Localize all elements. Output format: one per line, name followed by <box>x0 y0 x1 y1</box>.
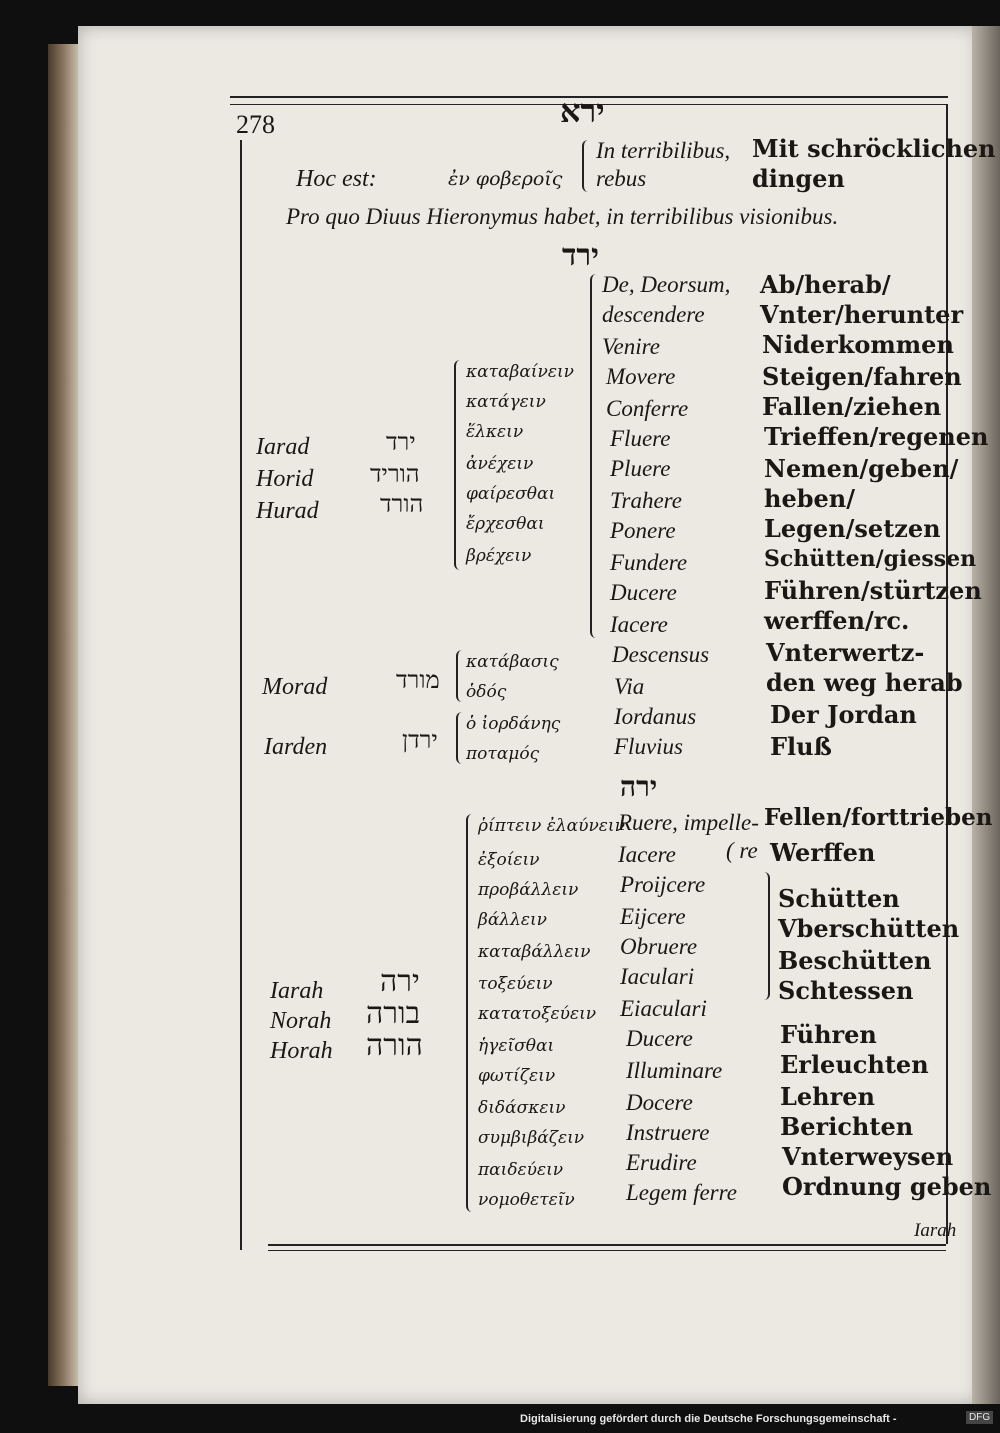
section3-latin-3: Eijcere <box>620 904 686 929</box>
section3-german-brace <box>758 872 770 1000</box>
section1-german-4: Fallen/ziehen <box>762 392 942 421</box>
section1-latin-9: Fundere <box>610 550 688 575</box>
section3-latin-6: Eiaculari <box>620 996 707 1021</box>
section1-latin-1: descendere <box>602 302 705 327</box>
section1-greek-0: καταβαίνειν <box>466 362 574 382</box>
section3-german-8: Lehren <box>780 1082 875 1111</box>
iarden-brace <box>456 712 466 764</box>
section3-greek-1: ἐξοίειν <box>478 850 540 870</box>
section1-latin-7: Trahere <box>610 488 682 513</box>
section1-latin-6: Pluere <box>610 456 671 481</box>
section3-german-7: Erleuchten <box>780 1050 929 1079</box>
section1-translit-2: Hurad <box>256 498 319 524</box>
section3-latin-4: Obruere <box>620 934 698 959</box>
section1-greek-4: φαίρεσθαι <box>466 484 556 504</box>
section1-german-5: Trieffen/regenen <box>764 422 989 451</box>
intro-greek: ἐν φοβεροῖς <box>448 168 563 190</box>
section3-latin-12: Legem ferre <box>626 1180 737 1205</box>
page-number: 278 <box>236 110 275 139</box>
left-frame-rule <box>240 140 242 1250</box>
section3-german-5: Schtessen <box>778 976 914 1005</box>
section3-latin-11: Erudire <box>626 1150 697 1175</box>
section3-german-2: Schütten <box>778 884 900 913</box>
section3-latin-10: Instruere <box>626 1120 710 1145</box>
section2-german-0: Vnterwertz- <box>766 638 925 667</box>
dfg-logo: DFG <box>966 1411 993 1424</box>
section2-latin-2: Iordanus <box>614 704 697 729</box>
section1-latin-8: Ponere <box>610 518 676 543</box>
section1-greek-2: ἕλκειν <box>466 422 524 442</box>
section3-greek-10: συμβιβάζειν <box>478 1128 585 1148</box>
morad-brace <box>456 650 466 702</box>
section1-german-3: Steigen/fahren <box>762 362 962 391</box>
section3-latin-9: Docere <box>626 1090 693 1115</box>
section1-latin-5: Fluere <box>610 426 671 451</box>
section3-translit-2: Horah <box>270 1038 333 1064</box>
iarden-hebrew: ירדן <box>402 726 438 754</box>
intro-brace <box>582 140 592 192</box>
section2-latin-1: Via <box>614 674 645 699</box>
section3-latin-0: Ruere, impelle- <box>618 810 759 835</box>
section1-greek-brace <box>454 360 464 570</box>
intro-latin-1: In terribilibus, <box>596 138 731 163</box>
section2-german-3: Fluß <box>770 732 832 761</box>
section1-hebrew-0: ירד <box>386 428 416 456</box>
section1-german-6: Nemen/geben/ <box>764 454 959 483</box>
section1-heading: ירד <box>562 238 600 273</box>
section1-hebrew-1: הוריד <box>370 460 420 488</box>
catchword: Iarah <box>914 1220 957 1241</box>
section2-latin-0: Descensus <box>612 642 710 667</box>
morad-translit: Morad <box>262 674 328 700</box>
running-head: ירא <box>560 92 605 130</box>
morad-hebrew: מורד <box>396 666 440 694</box>
section3-greek-12: νομοθετεῖν <box>478 1190 575 1210</box>
section3-translit-1: Norah <box>270 1008 332 1034</box>
section1-hebrew-2: הורד <box>380 490 424 518</box>
hoc-est: Hoc est: <box>296 166 377 192</box>
section3-greek-3: βάλλειν <box>478 910 547 930</box>
section3-greek-brace <box>466 814 476 1212</box>
section1-latin-0: De, Deorsum, <box>602 272 731 297</box>
section1-german-11: werffen/rc. <box>764 606 910 635</box>
section1-german-9: Schütten/giessen <box>764 546 977 572</box>
section3-translit-0: Iarah <box>270 978 324 1004</box>
section1-greek-5: ἔρχεσθαι <box>466 514 545 534</box>
section1-german-0: Ab/herab/ <box>760 270 891 299</box>
section2-german-1: den weg herab <box>766 668 963 697</box>
section3-german-6: Führen <box>780 1020 877 1049</box>
section3-german-0: Fellen/forttrieben <box>764 804 993 831</box>
section3-greek-2: προβάλλειν <box>478 880 579 900</box>
section1-german-10: Führen/stürtzen <box>764 576 982 605</box>
intro-german-2: dingen <box>752 164 845 193</box>
section2-german-2: Der Jordan <box>770 700 917 729</box>
section3-greek-11: παιδεύειν <box>478 1160 564 1180</box>
section1-latin-3: Movere <box>606 364 676 389</box>
intro-latin-2: rebus <box>596 166 647 191</box>
section3-german-9: Berichten <box>780 1112 914 1141</box>
section3-german-11: Ordnung geben <box>782 1172 992 1201</box>
section3-latin-2: Proijcere <box>620 872 706 897</box>
section3-hebrew-0: ירה <box>380 964 420 999</box>
section1-latin-11: Iacere <box>610 612 668 637</box>
section1-translit-0: Iarad <box>256 434 310 460</box>
section3-latin-5: Iaculari <box>620 964 695 989</box>
iarden-greek-0: ὁ ἰορδάνης <box>466 714 561 734</box>
section1-latin-10: Ducere <box>610 580 677 605</box>
section2-latin-3: Fluvius <box>614 734 683 759</box>
section3-greek-0: ῥίπτειν ἐλαύνειν <box>478 816 625 836</box>
section3-greek-5: τοξεύειν <box>478 974 553 994</box>
section3-greek-7: ἡγεῖσθαι <box>478 1036 555 1056</box>
section3-german-3: Vberschütten <box>778 914 960 943</box>
digitization-footer: Digitalisierung gefördert durch die Deutsche Forschungsgemeinschaft - <box>520 1413 897 1425</box>
section3-hebrew-1: בורה <box>366 996 421 1031</box>
section3-german-1: Werffen <box>770 838 876 867</box>
section3-greek-6: κατατοξεύειν <box>478 1004 597 1024</box>
morad-greek-0: κατάβασις <box>466 652 559 672</box>
section1-latin-brace <box>590 274 602 638</box>
morad-greek-1: ὁδός <box>466 682 507 702</box>
section1-latin-2: Venire <box>602 334 660 359</box>
section1-latin-4: Conferre <box>606 396 689 421</box>
section3-german-4: Beschütten <box>778 946 932 975</box>
section3-greek-4: καταβάλλειν <box>478 942 591 962</box>
section1-greek-6: βρέχειν <box>466 546 532 566</box>
section3-hebrew-2: הורה <box>366 1028 423 1063</box>
intro-german-1: Mit schröcklichen <box>752 134 996 163</box>
section3-german-10: Vnterweysen <box>782 1142 954 1171</box>
section3-latin-extra: ( re <box>726 838 758 863</box>
iarden-translit: Iarden <box>264 734 328 760</box>
section1-german-7: heben/ <box>764 484 855 513</box>
section3-greek-8: φωτίζειν <box>478 1066 556 1086</box>
section1-translit-1: Horid <box>256 466 314 492</box>
section1-german-8: Legen/setzen <box>764 514 941 543</box>
section3-greek-9: διδάσκειν <box>478 1098 566 1118</box>
bottom-rule-2 <box>268 1250 946 1251</box>
bottom-rule <box>268 1244 946 1246</box>
section1-german-1: Vnter/herunter <box>760 300 964 329</box>
section3-latin-1: Iacere <box>618 842 676 867</box>
section1-greek-1: κατάγειν <box>466 392 546 412</box>
section1-german-2: Niderkommen <box>762 330 954 359</box>
section3-latin-7: Ducere <box>626 1026 693 1051</box>
section3-heading: ירה <box>620 770 658 803</box>
iarden-greek-1: ποταμός <box>466 744 540 764</box>
section1-greek-3: ἀνέχειν <box>466 454 534 474</box>
intro-proque: Pro quo Diuus Hieronymus habet, in terribilibus visionibus. <box>286 204 839 229</box>
section3-latin-8: Illuminare <box>626 1058 723 1083</box>
